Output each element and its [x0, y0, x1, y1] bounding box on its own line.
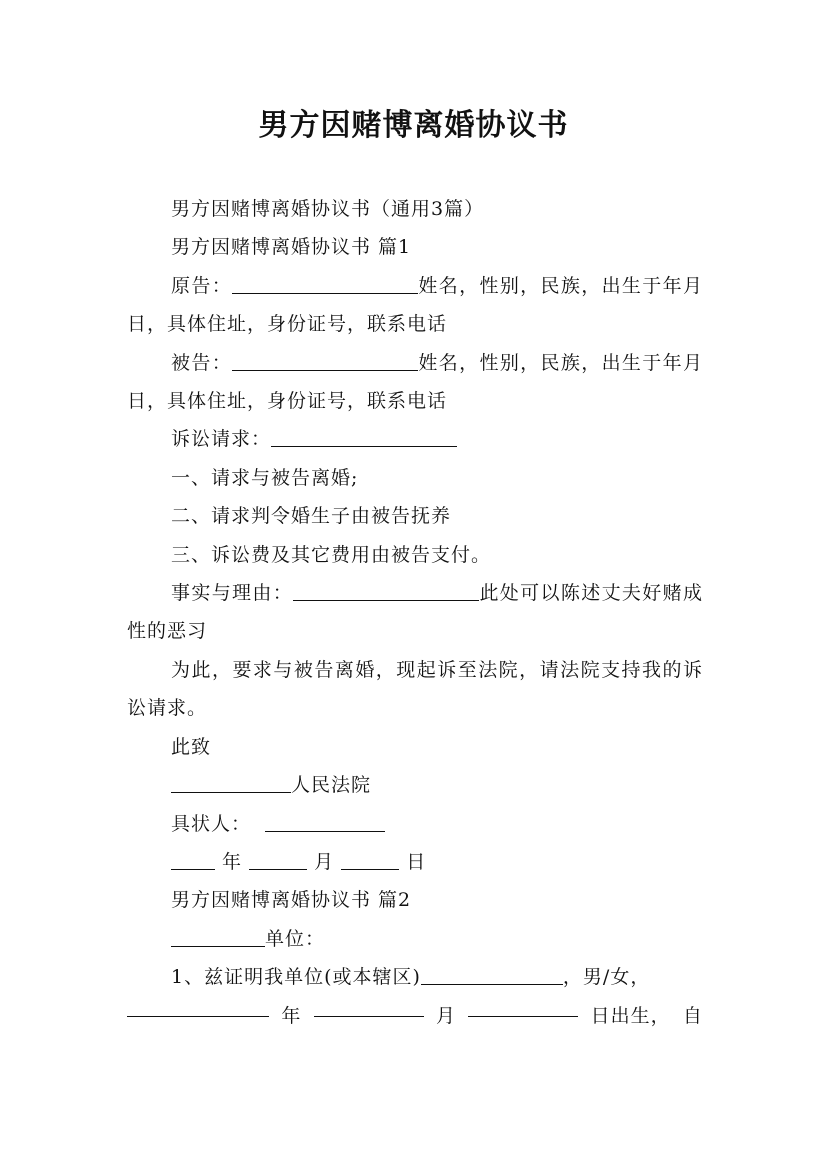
- plaintiff-details: 姓名，性别，民族，出生于年月日，具体住址，身份证号，联系电话: [127, 274, 703, 336]
- birth-day-label: 日出生，: [590, 1004, 671, 1027]
- document-body: [127, 190, 703, 1035]
- claims-blank: [271, 427, 457, 447]
- month-blank: [249, 850, 307, 870]
- unit-blank: [171, 927, 265, 947]
- petitioner-label: 具状人：: [171, 812, 252, 835]
- facts-paragraph: [127, 574, 703, 651]
- birth-year-blank: [127, 997, 269, 1017]
- request-paragraph: 为此，要求与被告离婚，现起诉至法院，请法院支持我的诉讼请求。: [127, 658, 703, 720]
- year-blank: [171, 850, 215, 870]
- claim-item-3: 三、诉讼费及其它费用由被告支付。: [171, 543, 492, 566]
- certify-name-blank: [421, 965, 563, 985]
- plaintiff-paragraph: [127, 267, 703, 344]
- court-label: 人民法院: [291, 774, 372, 797]
- defendant-paragraph: [127, 344, 703, 421]
- defendant-blank: [232, 351, 418, 371]
- certify-line: [127, 958, 703, 996]
- defendant-details: 姓名，性别，民族，出生于年月日，具体住址，身份证号，联系电话: [127, 351, 703, 413]
- date-line: [127, 843, 703, 881]
- birth-month-blank: [314, 997, 424, 1017]
- claims-label: 诉讼请求：: [171, 428, 272, 451]
- month-label: 月: [314, 850, 335, 873]
- petitioner-line: [127, 805, 703, 843]
- birth-month-label: 月: [435, 1004, 456, 1027]
- petitioner-blank: [265, 812, 385, 832]
- unit-line: [127, 920, 703, 958]
- birth-day-blank: [468, 997, 578, 1017]
- day-blank: [341, 850, 399, 870]
- day-label: 日: [406, 850, 427, 873]
- birth-line-end: 自: [682, 1004, 703, 1027]
- facts-blank: [293, 581, 479, 601]
- certify-gender: ，男/女，: [562, 966, 651, 989]
- plaintiff-blank: [232, 274, 418, 294]
- heading-part-2: 男方因赌博离婚协议书 篇2: [171, 889, 412, 912]
- plaintiff-label: 原告：: [171, 274, 233, 297]
- heading-part-1: 男方因赌博离婚协议书 篇1: [171, 236, 412, 259]
- heading-general: 男方因赌博离婚协议书（通用3篇）: [171, 198, 485, 220]
- salutation: 此致: [171, 735, 212, 758]
- facts-text: 此处可以陈述丈夫好赌成性的恶习: [127, 582, 703, 643]
- certify-label: 1、兹证明我单位(或本辖区): [171, 966, 421, 989]
- claim-item-2: 二、请求判令婚生子由被告抚养: [171, 505, 452, 528]
- birth-year-label: 年: [281, 1004, 302, 1027]
- year-label: 年: [222, 850, 243, 873]
- claim-item-1: 一、请求与被告离婚;: [171, 466, 359, 489]
- court-blank: [171, 773, 291, 793]
- facts-label: 事实与理由：: [171, 582, 294, 605]
- court-line: [127, 766, 703, 804]
- birth-date-line: [127, 997, 703, 1035]
- defendant-label: 被告：: [171, 351, 233, 374]
- document-title: 男方因赌博离婚协议书: [258, 108, 569, 143]
- claims-paragraph: [127, 420, 703, 458]
- unit-label: 单位：: [265, 927, 326, 950]
